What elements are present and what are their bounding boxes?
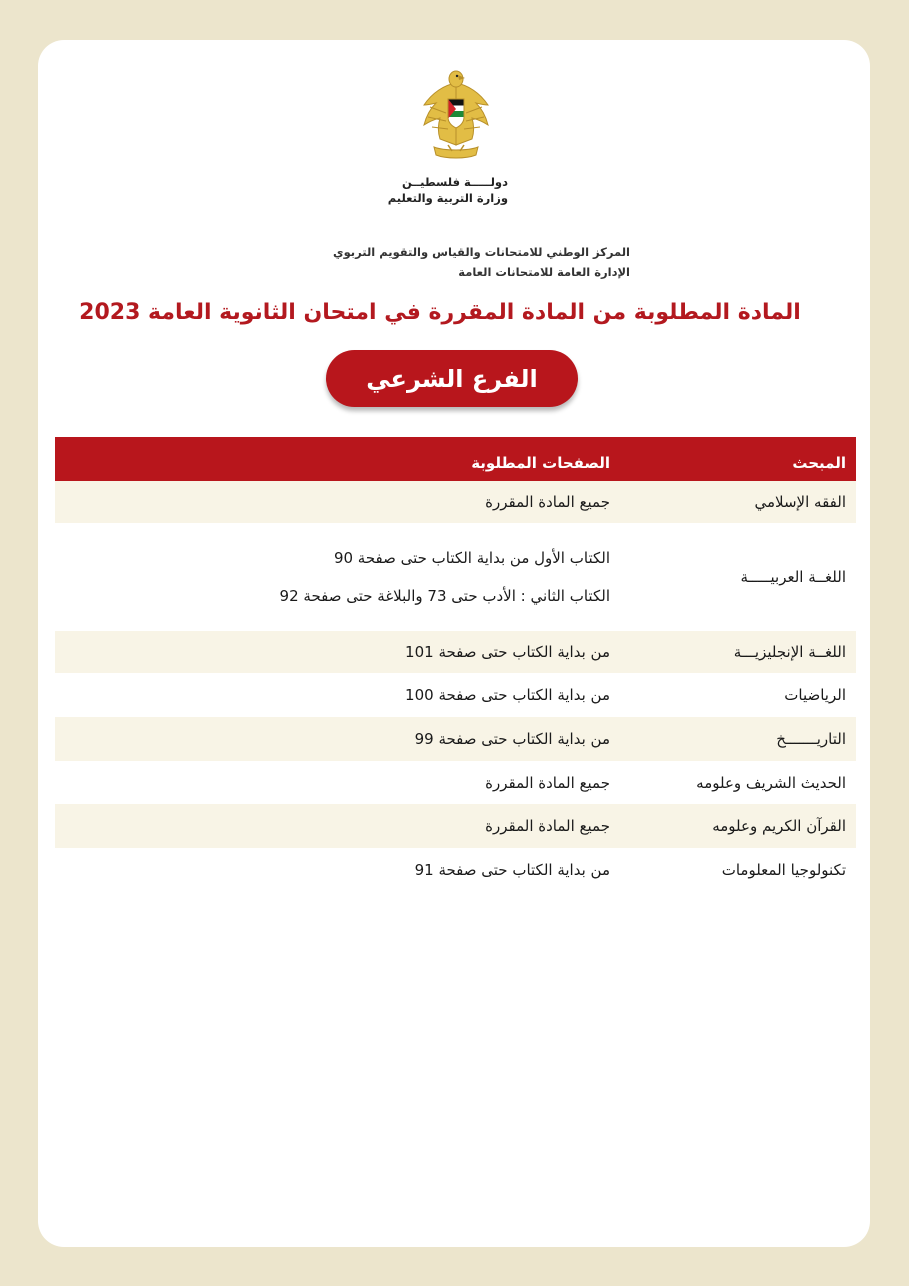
table-row bbox=[55, 848, 856, 891]
syllabus-table bbox=[55, 437, 856, 891]
pages-cell: جميع المادة المقررة bbox=[485, 493, 610, 511]
subject-cell: اللغــة العربيـــــة bbox=[740, 568, 846, 586]
subject-cell: الحديث الشريف وعلومه bbox=[696, 773, 846, 792]
subject-cell: تكنولوجيا المعلومات bbox=[721, 860, 846, 879]
pages-cell: من بداية الكتاب حتى صفحة 99 bbox=[414, 730, 610, 748]
table-row bbox=[55, 481, 856, 523]
table-row bbox=[55, 717, 856, 761]
table-row bbox=[55, 631, 856, 673]
subject-cell: الرياضيات bbox=[784, 686, 846, 704]
column-header-subject: المبحث bbox=[792, 454, 846, 472]
ministry-name: وزارة التربية والتعليم bbox=[387, 191, 508, 205]
subject-cell: التاريـــــــخ bbox=[776, 730, 846, 748]
pages-line: الكتاب الثاني : الأدب حتى 73 والبلاغة حتى صفحة 92 bbox=[279, 587, 610, 605]
pages-cell: من بداية الكتاب حتى صفحة 101 bbox=[405, 643, 610, 661]
subject-cell: الفقه الإسلامي bbox=[754, 493, 846, 511]
table-row bbox=[55, 761, 856, 804]
branch-label: الفرع الشرعي bbox=[366, 364, 538, 393]
pages-cell: من بداية الكتاب حتى صفحة 100 bbox=[405, 686, 610, 704]
issuing-body bbox=[200, 242, 630, 282]
page-title: المادة المطلوبة من المادة المقررة في امتحان الثانوية العامة 2023 bbox=[79, 300, 801, 325]
table-row bbox=[55, 804, 856, 848]
state-name: دولـــــة فلسطيــن bbox=[401, 175, 508, 189]
pages-line: الكتاب الأول من بداية الكتاب حتى صفحة 90 bbox=[333, 549, 610, 567]
branch-badge bbox=[326, 350, 578, 407]
table-row bbox=[55, 673, 856, 717]
pages-cell: من بداية الكتاب حتى صفحة 91 bbox=[414, 860, 610, 879]
pages-cell: جميع المادة المقررة bbox=[485, 773, 610, 792]
pages-cell bbox=[190, 548, 610, 606]
column-header-pages: الصفحات المطلوبة bbox=[471, 454, 610, 472]
subject-cell: القرآن الكريم وعلومه bbox=[712, 817, 846, 835]
palestine-eagle-emblem-icon bbox=[418, 65, 494, 165]
state-ministry-label bbox=[340, 174, 508, 206]
administration-name: الإدارة العامة للامتحانات العامة bbox=[458, 265, 630, 279]
table-header-row bbox=[55, 437, 856, 481]
pages-cell: جميع المادة المقررة bbox=[485, 817, 610, 835]
subject-cell: اللغــة الإنجليزيـــة bbox=[733, 643, 846, 661]
center-name: المركز الوطني للامتحانات والقياس والتقويم التربوي bbox=[333, 245, 630, 259]
table-row bbox=[55, 523, 856, 631]
